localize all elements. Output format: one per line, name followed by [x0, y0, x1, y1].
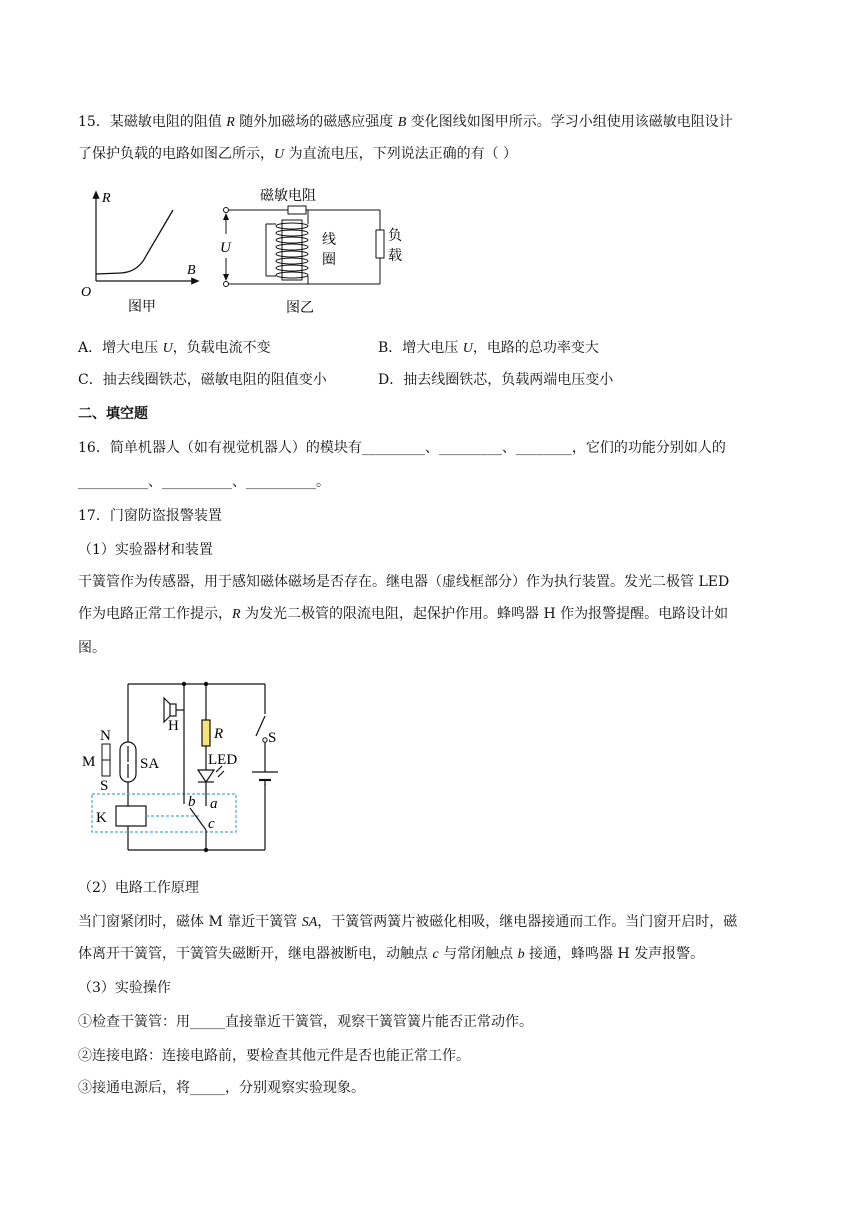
- buzzer-h-label: H: [168, 718, 179, 734]
- y-axis-label: R: [102, 191, 111, 206]
- magnet-m-label: M: [82, 754, 96, 770]
- q17-operation-2: ②连接电路：连接电路前，要检查其他元件是否也能正常工作。: [78, 1048, 470, 1064]
- junction-top-buzzer: [182, 682, 186, 686]
- load-label-2: 载: [388, 248, 402, 264]
- q17-para-2-line-2: 体离开干簧管，干簧管失磁断开，继电器被断电，动触点 c 与常闭触点 b 接通，蜂鸣器 H 发声报警。: [78, 946, 705, 962]
- relay-coil-k: [116, 806, 146, 826]
- magnetoresistor-label: 磁敏电阻: [260, 188, 316, 204]
- magnet-m-south: [102, 760, 110, 776]
- q17-para-1-line-3: 图。: [78, 640, 106, 656]
- relay-k-label: K: [96, 810, 107, 826]
- led-ray-2: [218, 771, 224, 777]
- q17-sub-3: （3）实验操作: [78, 980, 171, 996]
- q17-sub-1: （1）实验器材和装置: [78, 542, 213, 558]
- led-label: LED: [208, 752, 238, 768]
- contact-a-label: a: [210, 796, 218, 812]
- buzzer-h: [170, 704, 176, 716]
- q15-line-2: 了保护负载的电路如图乙所示，U 为直流电压，下列说法正确的有（ ）: [78, 146, 518, 162]
- q17-operation-1: ①检查干簧管：用_____直接靠近干簧管，观察干簧管簧片能否正常动作。: [78, 1014, 533, 1030]
- r-b-curve: [96, 210, 173, 274]
- relay-contact-c: [190, 808, 206, 830]
- load-label-1: 负: [388, 228, 402, 244]
- origin-label: O: [81, 285, 92, 300]
- option-b[interactable]: B．增大电压 U，电路的总功率变大: [378, 340, 599, 356]
- section-heading-fill-blank: 二、填空题: [78, 406, 148, 422]
- magnet-s-label: S: [100, 778, 109, 794]
- voltage-label: U: [220, 240, 231, 256]
- x-axis-label: B: [187, 263, 196, 278]
- coil-label-1: 线: [322, 232, 336, 248]
- q17-para-2-line-1: 当门窗紧闭时，磁体 M 靠近干簧管 SA，干簧管两簧片被磁化相吸，继电器接通而工作。当门窗开启时，磁: [78, 914, 738, 930]
- q16-line-1: 16．简单机器人（如有视觉机器人）的模块有_________、_________、________，它们的功能分别如人的: [78, 440, 726, 456]
- led-diode: [198, 770, 214, 782]
- terminal-top: [224, 208, 229, 213]
- reed-switch-label: SA: [140, 756, 160, 772]
- q15-line-1: 15．某磁敏电阻的阻值 R 随外加磁场的磁感应强度 B 变化图线如图甲所示。学习小组使用该磁敏电阻设计: [78, 114, 733, 130]
- junction-top-r: [204, 682, 208, 686]
- q15-number: 15．: [78, 114, 110, 130]
- q17-para-1-line-1: 干簧管作为传感器，用于感知磁体磁场是否存在。继电器（虚线框部分）作为执行装置。发光二极管 LED: [78, 574, 730, 590]
- terminal-bottom: [224, 282, 229, 287]
- option-d[interactable]: D．抽去线圈铁芯，负载两端电压变小: [378, 372, 614, 388]
- q17-sub-2: （2）电路工作原理: [78, 880, 199, 896]
- magnetoresistor: [288, 206, 306, 214]
- resistor-r: [202, 720, 210, 746]
- q17-operation-3: ③接通电源后，将_____，分别观察实验现象。: [78, 1080, 365, 1096]
- switch-s-label: S: [268, 730, 277, 746]
- coil-label-2: 圈: [322, 252, 336, 268]
- option-a[interactable]: A．增大电压 U，负载电流不变: [78, 340, 271, 356]
- alarm-circuit-diagram: [80, 676, 280, 858]
- switch-s-blade: [256, 716, 265, 736]
- magnet-n-label: N: [100, 728, 111, 744]
- q17-title: 17．门窗防盗报警装置: [78, 508, 222, 524]
- switch-s-contact: [263, 738, 267, 742]
- load: [376, 230, 384, 258]
- option-c[interactable]: C．抽去线圈铁芯，磁敏电阻的阻值变小: [78, 372, 327, 388]
- figure-yi-circuit: [214, 184, 410, 320]
- figure-jia-caption: 图甲: [128, 299, 156, 315]
- magnet-m-north: [102, 744, 110, 760]
- resistor-r-label: R: [214, 726, 224, 742]
- figure-yi-caption: 图乙: [286, 300, 314, 316]
- contact-c-label: c: [208, 816, 215, 832]
- figure-jia-graph: [76, 186, 206, 318]
- contact-b-label: b: [188, 794, 196, 810]
- junction-bottom: [204, 848, 208, 852]
- q16-line-2: __________、__________、__________。: [78, 474, 330, 490]
- q17-para-1-line-2: 作为电路正常工作提示，R 为发光二极管的限流电阻，起保护作用。蜂鸣器 H 作为报警提醒。电路设计如: [78, 606, 729, 622]
